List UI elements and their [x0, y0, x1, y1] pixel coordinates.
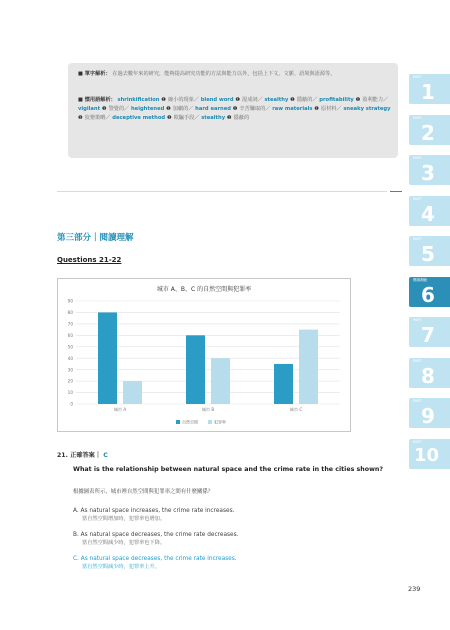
page-number: 239	[408, 585, 421, 593]
tab-number: 5	[421, 242, 435, 266]
term-zh: 加劇的／	[172, 106, 196, 112]
y-tick-label: 90	[67, 298, 73, 304]
tab-label: PART	[413, 358, 422, 363]
tab-label: PART	[413, 399, 422, 403]
option-en: C. As natural space decreases, the crime rate increases.	[73, 556, 237, 562]
divider-line	[57, 191, 387, 192]
tab-number: 10	[414, 444, 440, 466]
term-en: blend word	[200, 97, 236, 103]
option-zh: 當自然空間增加時，犯罪率也增加。	[82, 516, 166, 522]
legend-label: 犯罪率	[214, 419, 226, 425]
q21-answer: C	[103, 452, 108, 459]
q21-header	[57, 450, 108, 459]
legend-swatch	[208, 420, 212, 424]
bar	[211, 358, 230, 404]
q21-answer-label: 正確答案｜	[70, 452, 102, 459]
tab-label: PART	[413, 115, 422, 120]
note-label: ■ 單字解析：	[78, 71, 111, 77]
q21-question-zh: 根據圖表所示，城市裡自然空間與犯罪率之間有什麼關係？	[73, 489, 214, 495]
y-tick-label: 20	[67, 378, 73, 384]
q21-question-en: What is the relationship between natural space and the crime rate in the cities shown?	[73, 466, 384, 473]
term-bullet: ❶	[161, 97, 166, 103]
tab-number: 1	[421, 80, 435, 104]
option-b	[73, 531, 238, 547]
term-zh: 隱蔽的	[233, 115, 250, 121]
note-label: ■ 慣用語解析：	[78, 97, 116, 103]
tab-label: PART	[413, 75, 422, 79]
option-a	[73, 507, 234, 523]
x-tick-label: 城市 A	[113, 407, 127, 412]
term-en: profitability	[319, 97, 356, 103]
term-zh: 辛苦賺取的／	[239, 106, 273, 112]
bar	[123, 381, 142, 404]
legend-swatch	[176, 420, 180, 424]
bar	[186, 335, 205, 404]
term-en: vigilant	[78, 106, 102, 112]
term-bullet: ❶	[232, 106, 238, 112]
term-en: sneaky strategy	[343, 106, 391, 112]
term-bullet: ❶	[101, 106, 107, 112]
term-en: shrinkification	[117, 97, 162, 103]
tab-label: 閱讀測驗	[413, 277, 427, 282]
phrase-analysis-note	[78, 96, 398, 123]
term-en: deceptive method	[112, 115, 167, 121]
term-zh: 狡猾策略／	[84, 115, 113, 121]
tab-number: 8	[421, 363, 435, 388]
term-bullet: ❶	[166, 106, 171, 112]
option-zh: 當自然空間減少時，犯罪率上升。	[82, 564, 160, 570]
tab-number: 7	[421, 323, 435, 347]
legend-label: 自然空間	[182, 419, 198, 425]
x-tick-label: 城市 B	[201, 407, 215, 412]
note-text: 在過去數年來的研究，能夠提高研究功能的方法與能力以外，包括上下文、文脈、語境與語源等。	[112, 71, 336, 77]
y-tick-label: 50	[67, 344, 73, 350]
tab-number: 4	[421, 201, 435, 226]
term-en: raw materials	[272, 106, 315, 112]
tab-label: PART	[413, 156, 422, 160]
section-title: 第三部分｜閱讀理解	[57, 233, 134, 243]
chapter-tab-7[interactable]	[409, 317, 450, 347]
term-en: stealthy	[264, 97, 291, 103]
bar	[98, 312, 117, 404]
tab-number: 9	[421, 404, 435, 428]
term-en: hard earned	[195, 106, 233, 112]
chapter-tab-3[interactable]	[409, 155, 450, 185]
y-tick-label: 60	[67, 332, 73, 338]
term-en: heightened	[130, 106, 167, 112]
term-zh: 警覺的／	[108, 106, 131, 112]
chapter-tab-4[interactable]	[409, 196, 450, 226]
bar-chart	[57, 278, 351, 432]
y-tick-label: 30	[67, 367, 73, 373]
term-zh: 混成詞／	[242, 97, 265, 103]
option-en: B. As natural space decreases, the crime rate decreases.	[73, 532, 239, 538]
x-tick-label: 城市 C	[289, 407, 303, 412]
bar	[299, 330, 318, 404]
option-zh: 當自然空間減少時，犯罪率也下降。	[82, 540, 166, 546]
question-range: Questions 21-22	[57, 256, 122, 264]
term-zh: 欺騙手段／	[173, 115, 202, 121]
chapter-tab-1[interactable]	[409, 74, 450, 104]
y-tick-label: 70	[67, 321, 73, 327]
term-bullet: ❶	[235, 97, 241, 103]
chapter-tab-9[interactable]	[409, 398, 450, 428]
option-c	[73, 555, 237, 571]
term-bullet: ❶	[314, 106, 319, 112]
chapter-tab-8[interactable]	[409, 358, 450, 388]
term-bullet: ❶	[166, 115, 172, 121]
y-tick-label: 80	[67, 310, 73, 316]
tab-label: PART	[413, 237, 422, 241]
divider-accent	[390, 191, 402, 192]
term-bullet: ❶	[226, 115, 232, 121]
tab-label: PART	[413, 196, 422, 201]
chart-title: 城市 A、B、C 的自然空間與犯罪率	[156, 286, 252, 293]
term-zh: 盈利能力／	[362, 97, 389, 103]
tab-number: 2	[421, 120, 435, 145]
y-tick-label: 0	[70, 401, 73, 407]
tab-number: 3	[421, 161, 435, 185]
tab-label: PART	[413, 439, 422, 444]
term-en: stealthy	[201, 115, 227, 121]
option-en: A. As natural space increases, the crime rate increases.	[73, 508, 235, 514]
tab-number: 6	[421, 282, 435, 307]
term-zh: 原材料／	[320, 106, 344, 112]
y-tick-label: 10	[67, 390, 73, 396]
tab-label: PART	[413, 318, 422, 322]
bar	[274, 364, 293, 404]
q21-number: 21.	[57, 452, 68, 459]
chapter-tab-5[interactable]	[409, 236, 450, 266]
term-bullet: ❶	[78, 115, 83, 121]
term-zh: 縮小的現象／	[167, 97, 201, 103]
word-analysis-note	[78, 70, 398, 79]
y-tick-label: 40	[67, 355, 73, 361]
term-bullet: ❶	[355, 97, 361, 103]
chart-svg	[58, 279, 350, 431]
chapter-tab-10[interactable]	[409, 439, 450, 469]
chapter-tab-2[interactable]	[409, 115, 450, 145]
chapter-tab-6[interactable]	[409, 277, 450, 307]
term-zh: 隱蔽的／	[296, 97, 320, 103]
vocabulary-note-box	[68, 63, 398, 158]
term-bullet: ❶	[290, 97, 295, 103]
